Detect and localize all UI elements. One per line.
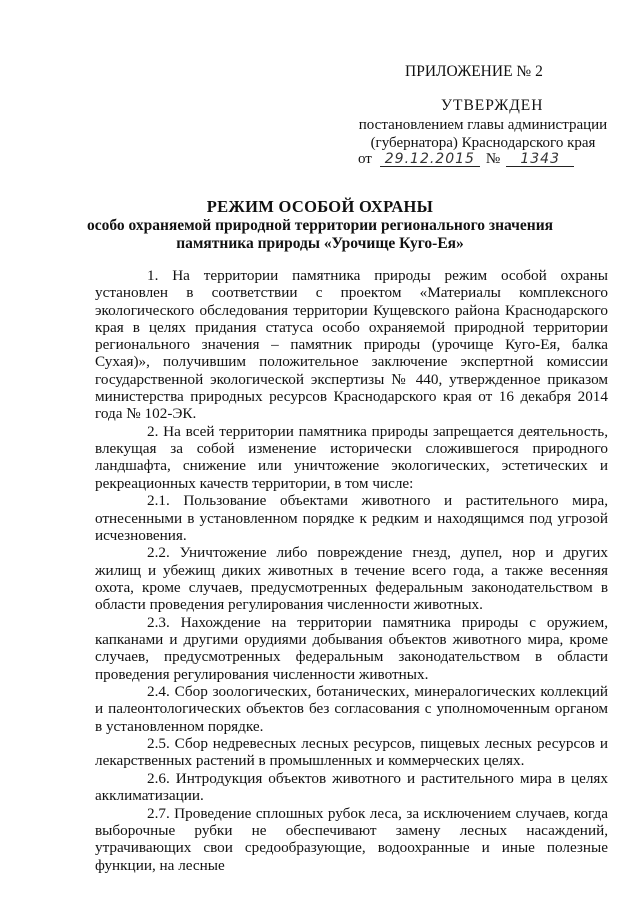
paragraph-2-3: 2.3. Нахождение на территории памятника природы с оружием, капканами и другими орудиями добывания объектов животного мира, кроме случаев, предусмотренных федеральным законодательством в области проведения регулирования численности животных. [95,613,608,683]
document-subtitle [60,217,580,253]
paragraph-2: 2. На всей территории памятника природы запрещается деятельность, влекущая за собой изменение исторически сложившегося природного ландшафта, снижение или уничтожение экологических, эстетических и рекреационных качеств территории, в том числе: [95,422,608,492]
handwritten-date: 29.12.2015 [380,152,480,167]
paragraph-2-4: 2.4. Сбор зоологических, ботанических, минералогических коллекций и палеонтологических объектов без согласования с уполномоченным органом в установленном порядке. [95,683,608,735]
paragraph-2-7: 2.7. Проведение сплошных рубок леса, за исключением случаев, когда выборочные рубки не обеспечивают замену лесных насаждений, утрачивающих свои средообразующие, водоохранные и иные полезные функции, на лесные [95,804,608,874]
handwritten-number: 1343 [506,152,574,167]
date-prefix: от [358,151,372,167]
number-prefix: № [485,151,501,167]
document-title: РЕЖИМ ОСОБОЙ ОХРАНЫ [206,197,434,216]
appendix-label: ПРИЛОЖЕНИЕ № 2 [405,63,543,80]
paragraph-2-5: 2.5. Сбор недревесных лесных ресурсов, пищевых лесных ресурсов и лекарственных растений в промышленных и коммерческих целях. [95,735,608,770]
paragraph-2-6: 2.6. Интродукция объектов животного и растительного мира в целях акклиматизации. [95,769,608,805]
date-number-line [358,151,574,168]
approved-label: УТВЕРЖДЕН [441,97,544,114]
subtitle-line-1: особо охраняемой природной территории регионального значения [86,217,554,234]
paragraph-1: 1. На территории памятника природы режим особой охраны установлен в соответствии с проектом «Материалы комплексного экологического обследования территории Кущевского района Краснодарского края в целях придания статуса особо охраняемой природной территории регионального значения – памятник природы (урочище Куго-Ея, балка Сухая)», получившим положительное заключение экспертной комиссии государственной экологической экспертизы № 440, утвержденное приказом министерства природных ресурсов Краснодарского края от 16 декабря 2014 года № 102-ЭК. [95,267,608,423]
paragraph-2-2: 2.2. Уничтожение либо повреждение гнезд, дупел, нор и других жилищ и убежищ диких животных в течение всего года, а также весенняя охота, кроме случаев, предусмотренных федеральным законодательством в области проведения регулирования численности животных. [95,544,608,614]
subtitle-line-2: памятника природы «Урочище Куго-Ея» [176,235,464,252]
decree-text [358,117,608,152]
paragraph-2-1: 2.1. Пользование объектами животного и растительного мира, отнесенными в установленном порядке к редким и находящимся под угрозой исчезновения. [95,492,608,544]
decree-line-2: (губернатора) Краснодарского края [370,134,596,151]
decree-line-1: постановлением главы администрации [358,117,608,133]
document-body [95,267,608,874]
